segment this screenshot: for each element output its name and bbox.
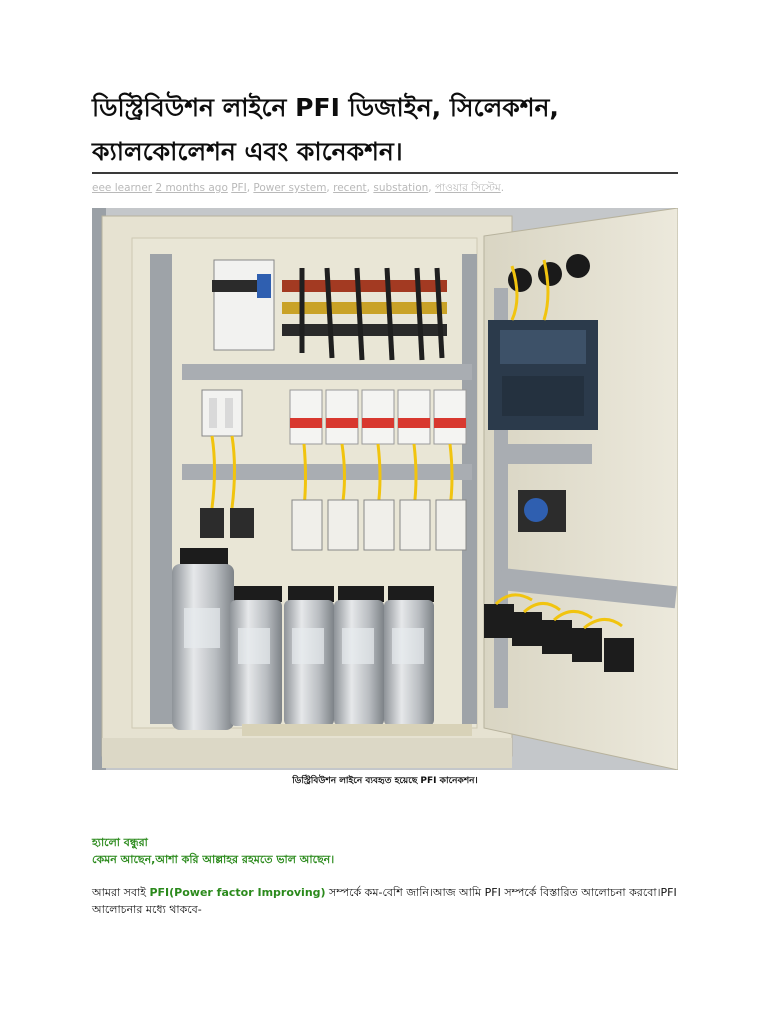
- figure-caption: ডিস্ট্রিবিউশন লাইনে ব্যবহৃত হয়েছে PFI কানেকশন।: [292, 776, 478, 786]
- selector-switch: [518, 490, 566, 532]
- door-rail: [502, 444, 592, 464]
- title-divider: [92, 172, 678, 174]
- post-meta: eee learner 2 months ago PFI, Power system, recent, substation, পাওয়ার সিস্টেম.: [92, 182, 505, 194]
- author-link[interactable]: eee learner: [92, 182, 153, 194]
- pfi-panel-photo: [92, 208, 678, 770]
- greeting: [92, 834, 692, 868]
- mcb-row: [290, 390, 466, 444]
- title-line-1: ডিস্ট্রিবিউশন লাইনে PFI ডিজাইন, সিলেকশন,: [92, 93, 559, 122]
- tag-link[interactable]: substation: [373, 182, 429, 194]
- pfi-term: PFI(Power factor Improving): [149, 886, 326, 899]
- din-rail: [182, 364, 472, 380]
- tag-link[interactable]: recent: [333, 182, 367, 194]
- greeting-line-2: কেমন আছেন,আশা করি আল্লাহর রহমতে ভাল আছেন।: [92, 853, 335, 866]
- greeting-line-1: হ্যালো বন্ধুরা: [92, 836, 148, 849]
- din-rail: [182, 464, 472, 480]
- intro-text: আমরা সবাই: [92, 886, 150, 899]
- contactor-row: [292, 500, 466, 550]
- article-title: [92, 86, 692, 174]
- tag-link[interactable]: পাওয়ার সিস্টেম: [434, 182, 501, 194]
- title-line-2: ক্যালকোলেশন এবং কানেকশন।: [92, 137, 403, 166]
- tag-link[interactable]: Power system: [253, 182, 327, 194]
- intro-text: সম্পর্কে কম-বেশি জানি।আজ আমি PFI সম্পর্কে বিস্তারিত আলোচনা করবো।PFI আলোচনার মধ্যে থাকবে-: [92, 886, 677, 916]
- pfi-panel-illustration: [92, 208, 678, 770]
- capacitor-base: [242, 724, 472, 736]
- time-link[interactable]: 2 months ago: [155, 182, 228, 194]
- isolator-switch: [212, 260, 274, 350]
- intro-paragraph: [92, 884, 682, 918]
- panel-door: [484, 208, 678, 770]
- fuse-holder: [202, 390, 242, 436]
- pfc-controller: [488, 320, 598, 430]
- tag-link[interactable]: PFI: [231, 182, 247, 194]
